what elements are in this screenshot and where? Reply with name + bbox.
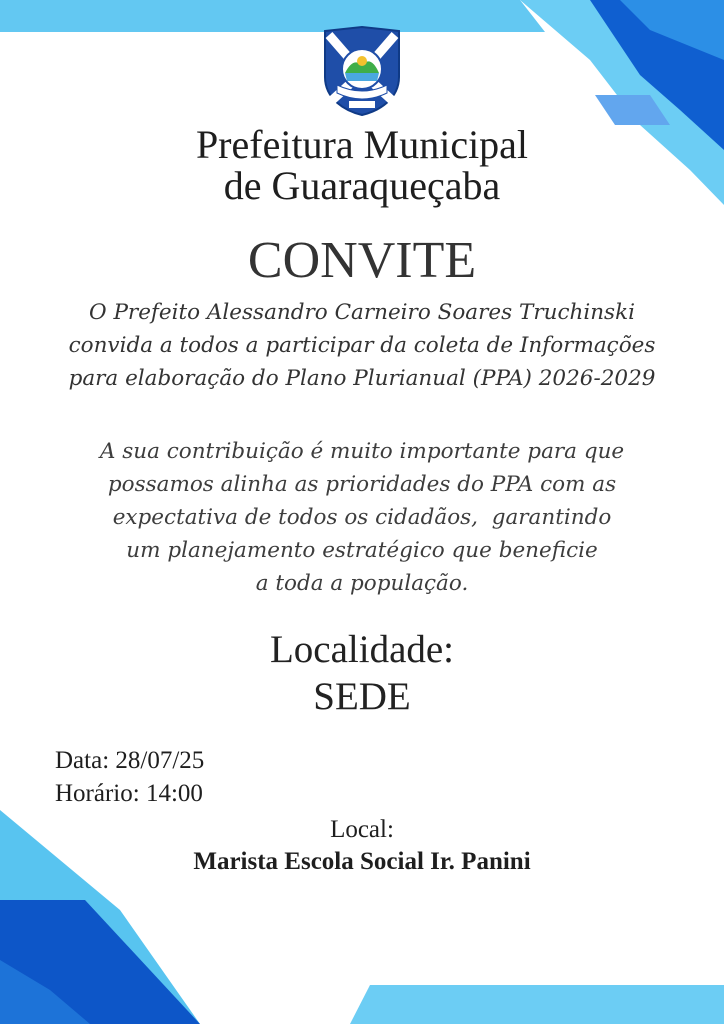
invitation-heading: CONVITE	[247, 232, 477, 289]
paragraph-2-line: A sua contribuição é muito importante para que	[99, 439, 625, 464]
municipal-coat-of-arms	[317, 25, 407, 117]
paragraph-1-line: O Prefeito Alessandro Carneiro Soares Truchinski	[88, 300, 635, 325]
event-date: Data: 28/07/25	[55, 747, 205, 774]
bottom-right-band	[350, 985, 724, 1024]
locality-value: SEDE	[313, 675, 411, 718]
paragraph-2-line: um planejamento estratégico que beneficie	[126, 538, 598, 563]
municipality-title-line-1: Prefeitura Municipal	[195, 122, 529, 167]
venue-label: Local:	[330, 816, 394, 843]
paragraph-1-line: convida a todos a participar da coleta de Informações	[68, 333, 656, 358]
invitation-paragraph-1	[0, 296, 724, 395]
paragraph-2-line: expectativa de todos os cidadãos, garantindo	[112, 505, 612, 530]
paragraph-2-line: a toda a população.	[255, 571, 469, 596]
venue-name: Marista Escola Social Ir. Panini	[193, 848, 531, 875]
paragraph-2-line: possamos alinha as prioridades do PPA com as	[107, 472, 617, 497]
invitation-paragraph-2	[0, 435, 724, 600]
top-left-band	[0, 0, 545, 32]
event-time: Horário: 14:00	[55, 780, 203, 807]
paragraph-1-line: para elaboração do Plano Plurianual (PPA) 2026-2029	[68, 366, 656, 391]
municipality-title-line-2: de Guaraqueçaba	[223, 163, 501, 208]
locality-label: Localidade:	[269, 628, 455, 671]
